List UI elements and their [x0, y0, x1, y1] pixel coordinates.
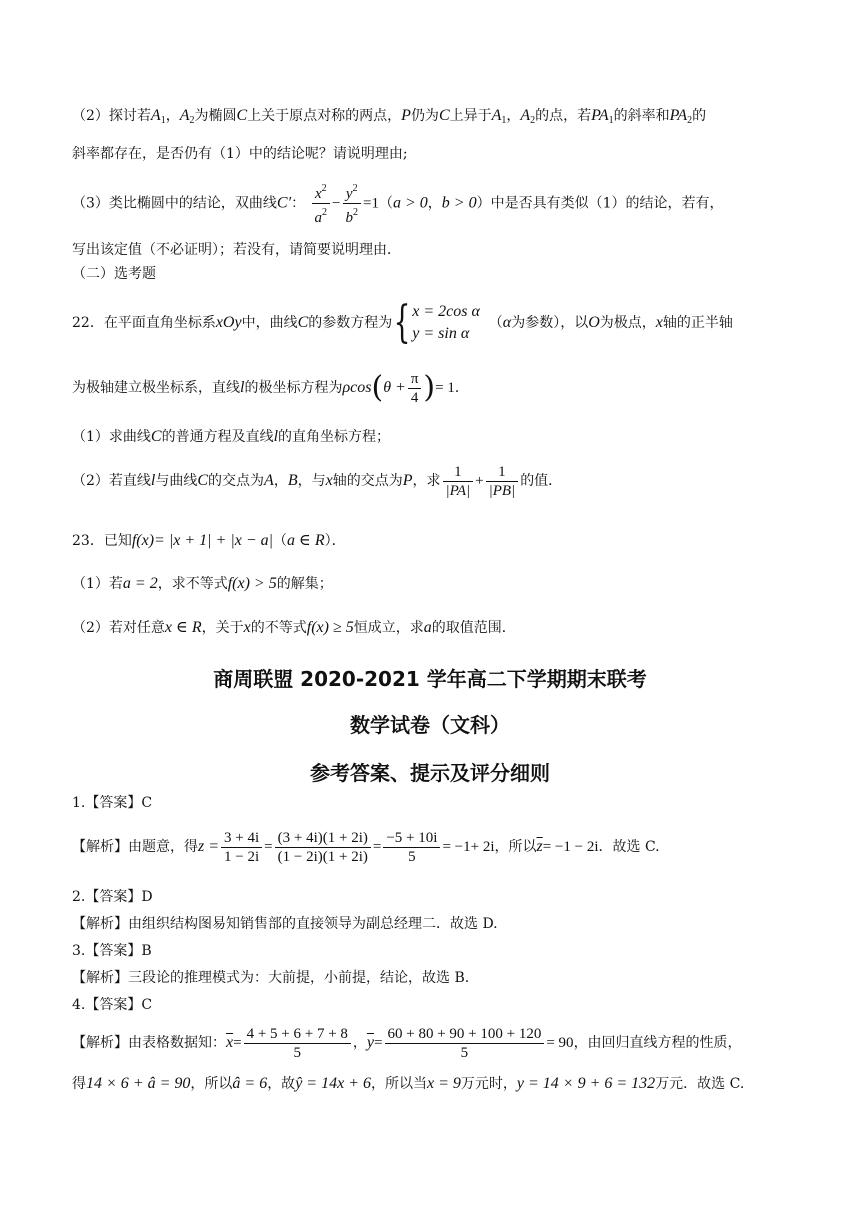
answer-key-subtitle: 数学试卷（文科） — [350, 713, 510, 737]
q22-line2: 为极轴建立极坐标系，直线l的极坐标方程为ρcos(θ + $\frac{\pi}{4}$ )= 1． — [72, 370, 469, 406]
answer-4: 4.【答案】C — [72, 997, 153, 1013]
answer-2-explanation: 【解析】由组织结构图易知销售部的直接领导为副总经理二．故选 D. — [72, 916, 498, 932]
answer-2: 2.【答案】D — [72, 889, 153, 905]
answer-key-title: 商周联盟 2020-2021 学年高二下学期期末联考 — [213, 667, 647, 691]
q21-part2-line2: 斜率都存在，是否仍有（1）中的结论呢？请说明理由; — [72, 146, 408, 162]
hyperbola-x-term: $\frac{x^2}{a^2}$ — [312, 180, 331, 227]
q23-stem: 23．已知f(x)= |x + 1| + |x − a|（a ∈ R）． — [72, 532, 346, 549]
q21-part2-line1: （2）探讨若$A_1$，$A_2$为椭圆C上关于原点对称的两点，P仍为C上异于$A_1$，$A_2$的点，若$PA_1$的斜率和$PA_2$的 — [72, 107, 707, 126]
answer-1-explanation: 【解析】由题意，得z = $\frac{3 + 4i}{1 - 2i}$ = $\frac{(3 + 4i)(1 + 2i)}{(1 - 2i)(1 + 2i)}$ = $\frac{-5 + 10i}{5}$ = −1+ 2i，所以$\overline{z}= -1 - 2i$．故选 C. — [72, 829, 660, 865]
q23-part2: （2）若对任意x ∈ R，关于x的不等式f(x) ≥ 5恒成立，求a的取值范围． — [72, 619, 516, 636]
answer-key-heading: 参考答案、提示及评分细则 — [310, 761, 550, 785]
section-optional: （二）选考题 — [72, 266, 156, 282]
brace-icon: { — [393, 297, 411, 348]
q21-part3-line2: 写出该定值（不必证明）；若没有，请简要说明理由． — [72, 242, 401, 258]
q22-part1: （1）求曲线C的普通方程及直线l的直角坐标方程； — [72, 428, 391, 445]
answer-3: 3.【答案】B — [72, 943, 152, 959]
q22-part2: （2）若直线l与曲线C的交点为A，B，与x轴的交点为P，求 $\frac{1}{|PA|}$ + $\frac{1}{|PB|}$ 的值． — [72, 463, 563, 499]
q22-line1: 22．在平面直角坐标系xOy中，曲线C的参数方程为{ x = 2cos α y = sin α （α为参数），以O为极点，x轴的正半轴 — [72, 297, 733, 348]
hyperbola-y-term: $\frac{y^2}{b^2}$ — [343, 180, 362, 227]
parametric-system: x = 2cos α y = sin α — [412, 303, 480, 342]
answer-3-explanation: 【解析】三段论的推理模式为：大前提，小前提，结论，故选 B. — [72, 970, 470, 986]
q21-part3-line1: （3）类比椭圆中的结论，双曲线C′： $\frac{x^2}{a^2}$ − $\frac{y^2}{b^2}$ =1（a > 0，b > 0）中是否具有类似（1）的结论，若有， — [72, 180, 800, 227]
answer-4-explanation-line2: 得14 × 6 + â = 90，所以â = 6，故ŷ = 14x + 6，所以当x = 9万元时，y = 14 × 9 + 6 = 132万元．故选 C. — [72, 1075, 745, 1092]
q23-part1: （1）若a = 2，求不等式f(x) > 5的解集； — [72, 575, 333, 592]
answer-4-explanation: 【解析】由表格数据知：$\overline{x}=$ $\frac{4 + 5 + 6 + 7 + 8}{5}$ ，$\overline{y}=$ $\frac{60 + 80 + 90 + 100 + 120}{5}$ = 90，由回归直线方程的性质， — [72, 1025, 742, 1061]
answer-1: 1.【答案】C — [72, 795, 153, 811]
